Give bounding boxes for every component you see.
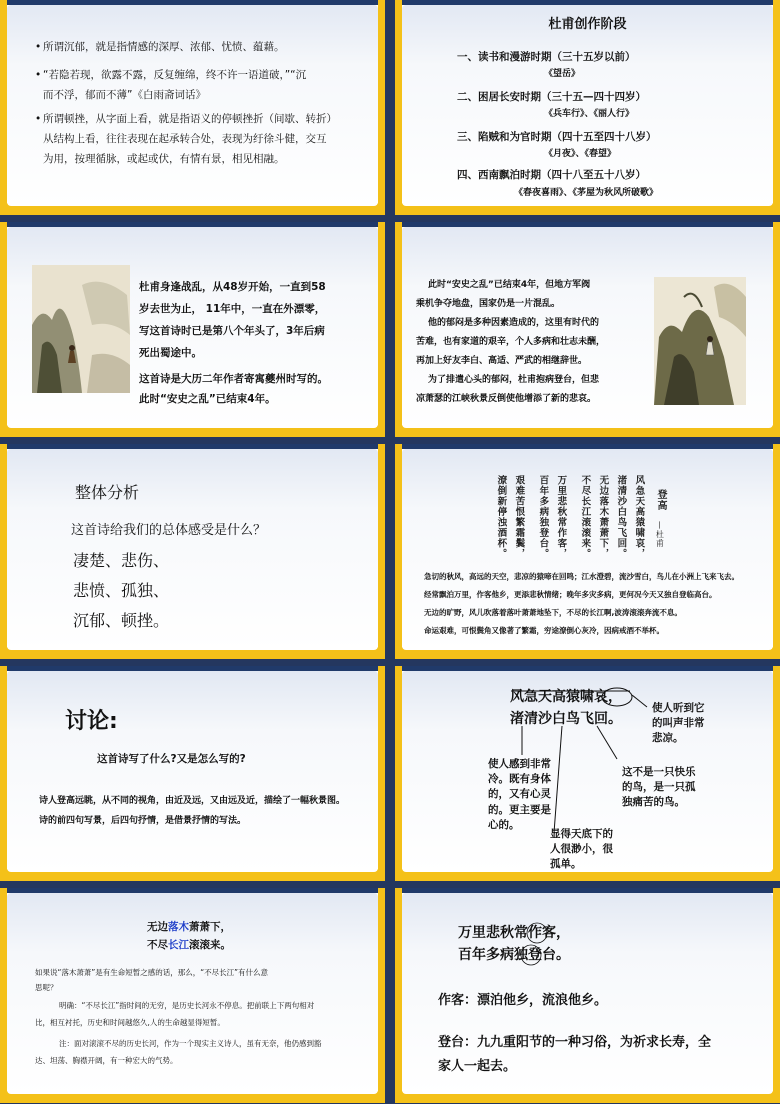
verse-line: 风急天高猿啸哀， [510, 689, 622, 705]
slide-2[interactable] [395, 0, 780, 215]
note-line: 的鸟，是一只孤 [622, 781, 696, 794]
text-line: 苦难，也有家道的艰辛，个人多病和壮志未酬， [416, 337, 606, 347]
landscape-painting-image [32, 265, 130, 393]
slide-side-right [773, 444, 780, 659]
slide-7[interactable] [0, 666, 385, 881]
note-line: 人很渺小，很 [550, 843, 613, 856]
verse-text: 不尽 [147, 939, 168, 951]
stage-works: 《春夜喜雨》、《茅屋为秋风所破歌》 [514, 188, 659, 198]
text-line: 此时“安史之乱”已结束4年。 [139, 393, 276, 405]
text-line: 为了排遣心头的郁闷，杜甫抱病登台，但悲 [428, 375, 600, 385]
poem-column: 百年多病独登台。 [537, 475, 549, 559]
answer-line: 比，相互衬托，历史和时间越悠久,人的生命越显得短暂。 [35, 1018, 225, 1027]
stage-works: 《望岳》 [544, 69, 581, 79]
note-line: 的。更主要是 [488, 803, 551, 816]
verse-text: 萧萧下， [189, 921, 231, 933]
bullet-text-cont: 从结构上看，往往表现在起承转合处，表现为纡徐斗健，交互 [43, 133, 327, 145]
slide-side-left [395, 444, 402, 659]
annotation-note [488, 757, 551, 833]
slide-side-right [378, 0, 385, 215]
question-text: 这首诗写了什么?又是怎么写的? [97, 753, 246, 765]
text-line: 诗人登高远眺，从不同的视角，由近及远，又由远及近，描绘了一幅秋景图。 [39, 796, 346, 806]
translation-line: 无边的旷野，风儿吹落着落叶萧萧地坠下，不尽的长江啊,波涛滚滚奔流不息。 [424, 608, 682, 617]
poem-column: 万里悲秋常作客， [555, 475, 567, 559]
translation-line: 经常飘泊万里，作客他乡，更添悲秋情绪；晚年多灾多病，更何况今天又独自登临高台。 [424, 590, 717, 599]
note-line: 这不是一只快乐 [622, 766, 696, 778]
slide-side-left [395, 0, 402, 215]
answer-line: 悲愤、孤独、 [73, 581, 170, 600]
stage-label: 二、困居长安时期（三十五—四十四岁） [457, 91, 646, 103]
definition-line: 家人一起去。 [438, 1059, 517, 1074]
translation-line: 命运艰难，可恨鬓角又像著了繁霜，穷途潦倒心灰冷，因病戒酒不举杯。 [424, 626, 664, 635]
text-line: 诗的前四句写景，后四句抒情，是借景抒情的写法。 [39, 816, 247, 826]
slide-side-left [0, 222, 7, 437]
question-line: 如果说“落木萧萧”是有生命短暂之感的话，那么，“不尽长江”有什么意 [35, 968, 269, 977]
slide-1[interactable] [0, 0, 385, 215]
slide-9[interactable] [0, 888, 385, 1103]
question-line: 思呢？ [35, 983, 58, 992]
slide-side-left [0, 0, 7, 215]
slide-8[interactable] [395, 666, 780, 881]
verse-line: 百年多病独登台。 [458, 947, 570, 963]
slide-side-left [0, 888, 7, 1103]
bullet-text: • 所谓沉郁，就是指情感的深厚、浓郁、忧愤、蕴藉。 [43, 39, 285, 55]
slide-6[interactable] [395, 444, 780, 659]
bullet-text-cont: 而不浮，郁而不薄”《白雨斋词话》 [43, 89, 206, 101]
stage-works: 《月夜》、《春望》 [544, 149, 617, 159]
verse-line: 渚清沙白鸟飞回。 [510, 711, 622, 727]
text-line: 岁去世为止， 11年中，一直在外漂零， [139, 303, 326, 315]
verse-text: 无边 [147, 921, 168, 933]
answer-line: 凄楚、悲伤、 [73, 551, 170, 570]
text-line: 凉萧瑟的江峡秋景反倒使他增添了新的悲哀。 [416, 394, 597, 404]
note-line: 的，又有心灵 [488, 788, 551, 801]
slide-5[interactable] [0, 444, 385, 659]
slide-side-right [773, 666, 780, 881]
verse-highlight: 长江 [168, 939, 189, 951]
verse-text: 滚滚来。 [189, 939, 231, 951]
slide-title: 讨论: [65, 709, 118, 734]
poem-column: 艰难苦恨繁霜鬓， [513, 475, 525, 559]
slide-3[interactable] [0, 222, 385, 437]
note-line: 的叫声非常 [652, 717, 705, 730]
note-line: 使人感到非常 [488, 758, 551, 770]
note-line: 心的。 [488, 818, 520, 831]
text-line: 写这首诗时已是第八个年头了，3年后病 [139, 325, 325, 337]
text-line: 他的郁闷是多种因素造成的，这里有时代的 [428, 318, 600, 328]
annotation-note [550, 827, 613, 873]
mountain-painting-image [654, 277, 746, 405]
slide-side-right [378, 222, 385, 437]
slide-side-left [0, 666, 7, 881]
text-line: 这首诗是大历二年作者寄寓夔州时写的。 [139, 373, 328, 385]
note-line: 悲凉。 [652, 732, 684, 745]
verse-line [147, 937, 231, 953]
slide-title: 整体分析 [75, 483, 140, 502]
slide-side-left [0, 444, 7, 659]
slide-4[interactable] [395, 222, 780, 437]
annotation-note [622, 765, 696, 811]
poem-author: —杜甫 [655, 521, 665, 548]
definition-line: 登台：九九重阳节的一种习俗，为祈求长寿，全 [438, 1035, 712, 1050]
translation-line: 急切的秋风，高远的天空，悲凉的猿啼在回鸣；江水澄碧，流沙雪白，鸟儿在小洲上飞来飞去。 [424, 572, 739, 581]
note-line: 达、坦荡、胸襟开阔，有一种宏大的气势。 [35, 1056, 178, 1065]
answer-line: 沉郁、顿挫。 [73, 611, 170, 630]
stage-label: 四、西南飘泊时期（四十八至五十八岁） [457, 169, 646, 181]
verse-highlight: 落木 [168, 921, 189, 933]
bullet-text: • “若隐若现，欲露不露，反复缠绵，终不许一语道破，”“沉 [43, 67, 306, 83]
answer-line: 明确：“不尽长江”指时间的无穷，是历史长河永不停息。把前联上下两句相对 [59, 1001, 315, 1010]
text-line: 再加上好友李白、高适、严武的相继辞世。 [416, 356, 588, 366]
annotation-note [652, 701, 705, 747]
poem-title: 登高 [655, 489, 666, 511]
slide-side-right [378, 666, 385, 881]
definition-line: 作客：漂泊他乡，流浪他乡。 [438, 993, 608, 1008]
text-line: 杜甫身逢战乱，从48岁开始，一直到58 [139, 281, 326, 293]
stage-works: 《兵车行》、《丽人行》 [544, 109, 635, 119]
poem-column: 无边落木萧萧下， [597, 475, 609, 559]
note-line: 注：面对滚滚不尽的历史长河，作为一个现实主义诗人，虽有无奈，他仍感到豁 [59, 1039, 322, 1048]
stage-label: 一、读书和漫游时期（三十五岁以前） [457, 51, 636, 63]
text-line: 死出蜀途中。 [139, 347, 202, 359]
slide-side-left [395, 666, 402, 881]
slide-10[interactable] [395, 888, 780, 1103]
note-line: 孤单。 [550, 858, 582, 871]
text-line: 此时“安史之乱”已结束4年，但地方军阀 [428, 280, 591, 290]
note-line: 显得天底下的 [550, 828, 613, 840]
slide-side-left [395, 222, 402, 437]
poem-column: 不尽长江滚滚来。 [579, 475, 591, 559]
verse-line: 万里悲秋常作客， [458, 925, 570, 941]
note-line: 使人听到它 [652, 702, 705, 714]
note-line: 冷。既有身体 [488, 773, 551, 786]
poem-column: 潦倒新停浊酒杯。 [495, 475, 507, 559]
bullet-text-cont: 为用，按理循脉，或起或伏，有情有景，相见相融。 [43, 153, 285, 165]
slide-side-right [773, 888, 780, 1103]
slide-side-right [773, 222, 780, 437]
slide-title: 杜甫创作阶段 [548, 17, 627, 32]
text-line: 乘机争夺地盘，国家仍是一片混乱。 [416, 299, 561, 309]
slide-side-right [378, 888, 385, 1103]
bullet-text: • 所谓顿挫，从字面上看，就是指语义的停顿挫折（间歇、转折） [43, 111, 337, 127]
poem-column: 渚清沙白鸟飞回。 [615, 475, 627, 559]
slide-side-right [773, 0, 780, 215]
verse-line [147, 919, 231, 935]
note-line: 独痛苦的鸟。 [622, 796, 685, 809]
poem-column: 风急天高猿啸哀， [633, 475, 645, 559]
slide-side-right [378, 444, 385, 659]
question-text: 这首诗给我们的总体感受是什么？ [71, 523, 267, 538]
slide-side-left [395, 888, 402, 1103]
stage-label: 三、陷贼和为官时期（四十五至四十八岁） [457, 131, 657, 143]
